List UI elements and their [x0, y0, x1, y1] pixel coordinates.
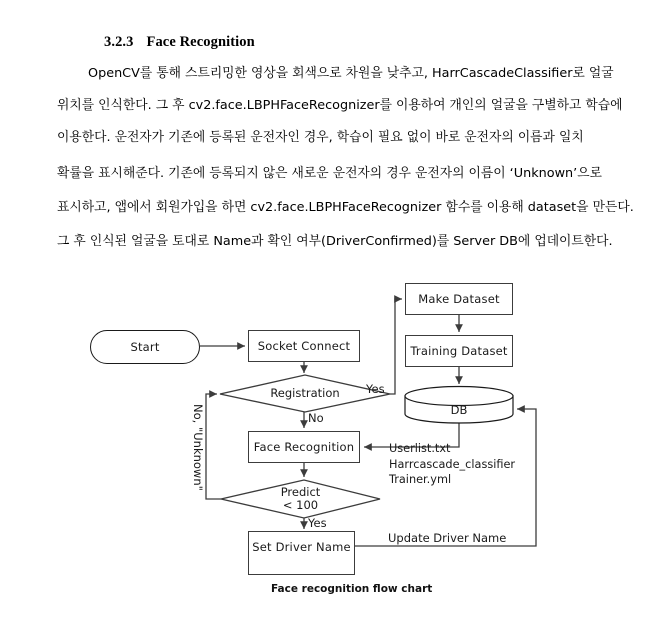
node-socket-connect[interactable]	[248, 330, 360, 362]
node-predict-label-line1: Predict	[280, 485, 321, 499]
node-training-dataset[interactable]	[405, 335, 513, 367]
paragraph-line-2: 위치를 인식한다. 그 후 cv2.face.LBPHFaceRecognizer를 이용하여 개인의 얼굴을 구별하고 학습에	[57, 98, 623, 113]
node-db-label: DB	[450, 403, 468, 417]
registration-decision-shape	[220, 375, 390, 412]
node-registration-label: Registration	[270, 385, 340, 400]
node-face-recognition-label: Face Recognition	[253, 440, 355, 454]
db-file-list	[389, 441, 515, 488]
paragraph-line-6: 그 후 인식된 얼굴을 토대로 Name과 확인 여부(DriverConfirmed)를 Server DB에 업데이트한다.	[57, 234, 613, 249]
db-file-item: Userlist.txt	[389, 442, 451, 455]
node-start[interactable]	[90, 330, 200, 364]
db-file-item: Trainer.yml	[389, 473, 452, 486]
section-title: Face Recognition	[146, 34, 255, 50]
node-set-driver-name-label: Set Driver Name	[252, 540, 351, 554]
node-predict-label-line2: < 100	[282, 498, 319, 512]
node-make-dataset-label: Make Dataset	[418, 292, 500, 306]
edge-label-registration-no: No	[308, 411, 324, 425]
predict-decision-shape	[221, 480, 380, 518]
edge-label-predict-yes: Yes	[308, 516, 327, 530]
node-training-dataset-label: Training Dataset	[410, 344, 508, 358]
node-set-driver-name[interactable]	[248, 531, 355, 575]
edge-label-update-driver-name: Update Driver Name	[388, 531, 507, 545]
paragraph-line-4: 확률을 표시해준다. 기존에 등록되지 않은 새로운 운전자의 경우 운전자의 이름이 ‘Unknown’으로	[57, 166, 602, 181]
paragraph-line-3: 이용한다. 운전자가 기존에 등록된 운전자인 경우, 학습이 필요 없이 바로 운전자의 이름과 일치	[57, 130, 584, 145]
edge-label-registration-yes: Yes	[366, 382, 385, 396]
node-face-recognition[interactable]	[248, 431, 360, 463]
paragraph-line-1: OpenCV를 통해 스트리밍한 영상을 회색으로 차원을 낮추고, HarrCascadeClassifier로 얼굴	[88, 66, 614, 81]
edge-label-predict-no-unknown: No, "Unknown"	[191, 404, 205, 491]
db-file-item: Harrcascade_classifier	[389, 457, 516, 471]
paragraph-line-5: 표시하고, 앱에서 회원가입을 하면 cv2.face.LBPHFaceRecognizer 함수를 이용해 dataset을 만든다.	[57, 200, 634, 215]
figure-caption: Face recognition flow chart	[271, 583, 433, 595]
node-socket-connect-label: Socket Connect	[257, 339, 351, 353]
section-number: 3.2.3	[104, 34, 134, 50]
node-make-dataset[interactable]	[405, 283, 513, 315]
node-start-label: Start	[130, 340, 160, 354]
node-db[interactable]	[405, 403, 513, 417]
